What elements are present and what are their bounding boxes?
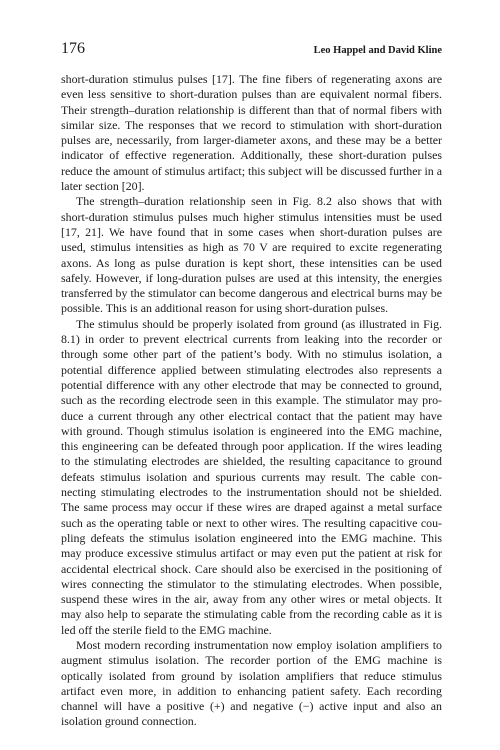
paragraph-stimulus-isolation: The stimulus should be properly isolated from ground (as illustrated in Fig. 8.1) in order to prevent electrical currents from leaking into the recorder or through some other part of the patient’s body. With no stimulus isolation, a potential difference applied between stimulating electrodes also represents a potential difference with any other electrode that may be connected to ground, such as the recording electrode seen in this example. The stimulator may produce a current through any other electrical contact that the patient may have with ground. Though stimulus isolation is engineered into the EMG machine, this engineering can be defeated through poor application. If the wires leading to the stimulating electrodes are shielded, the resulting capacitance to ground defeats stimulus isolation and spurious currents may result. The cable connecting stimulating electrodes to the instrumentation should not be shielded. The same process may occur if these wires are draped against a metal surface such as the operating table or next to other wires. The resulting capacitive coupling defeats the stimulus isolation engineered into the EMG machine. This may produce excessive stimulus artifact or may even put the patient at risk for accidental electrical shock. Care should also be exercised in the positioning of wires connecting the stimulator to the stimulating electrodes. When possible, suspend these wires in the air, away from any other wires or metal objects. It may also help to separate the stimulating cable from the recording cable as it is led off the sterile field to the EMG machine.: [61, 316, 442, 637]
paragraph-continued: short-duration stimulus pulses [17]. The fine fibers of regenerating axons are even less sensitive to short-duration pulses than are equivalent normal fibers. Their strength–duration relationship is different than that of normal fibers with similar size. The responses that we record to stimulation with short-duration pulses are, necessarily, from larger-diameter axons, and these may be a better indicator of effective regeneration. Additionally, these short-duration pulses reduce the amount of stimulus artifact; this subject will be discussed further in a later section [20].: [61, 72, 442, 194]
page-number: 176: [61, 40, 85, 57]
book-page: [61, 40, 442, 730]
paragraph-isolation-amplifiers: Most modern recording instrumentation now employ isolation amplifiers to augment stimulus isolation. The recorder portion of the EMG machine is optically isolated from ground by isolation amplifiers that reduce stimulus artifact even more, in addition to enhancing patient safety. Each recording channel will have a positive (+) and negative (−) active input and also an isolation ground connection.: [61, 637, 442, 729]
body-text: [61, 72, 442, 730]
running-head-authors: Leo Happel and David Kline: [313, 45, 442, 56]
paragraph-strength-duration: The strength–duration relationship seen in Fig. 8.2 also shows that with short-duration stimulus pulses much higher stimulus intensities must be used [17, 21]. We have found that in some cases when short-duration pulses are used, stimulus intensities as high as 70 V are required to excite regenerating axons. As long as pulse duration is kept short, these intensities can be used safely. However, if long-duration pulses are used at this intensity, the energies transferred by the stimulator can become dangerous and electrical burns may be possible. This is an additional reason for using short-duration pulses.: [61, 194, 442, 316]
running-head: [61, 40, 442, 62]
